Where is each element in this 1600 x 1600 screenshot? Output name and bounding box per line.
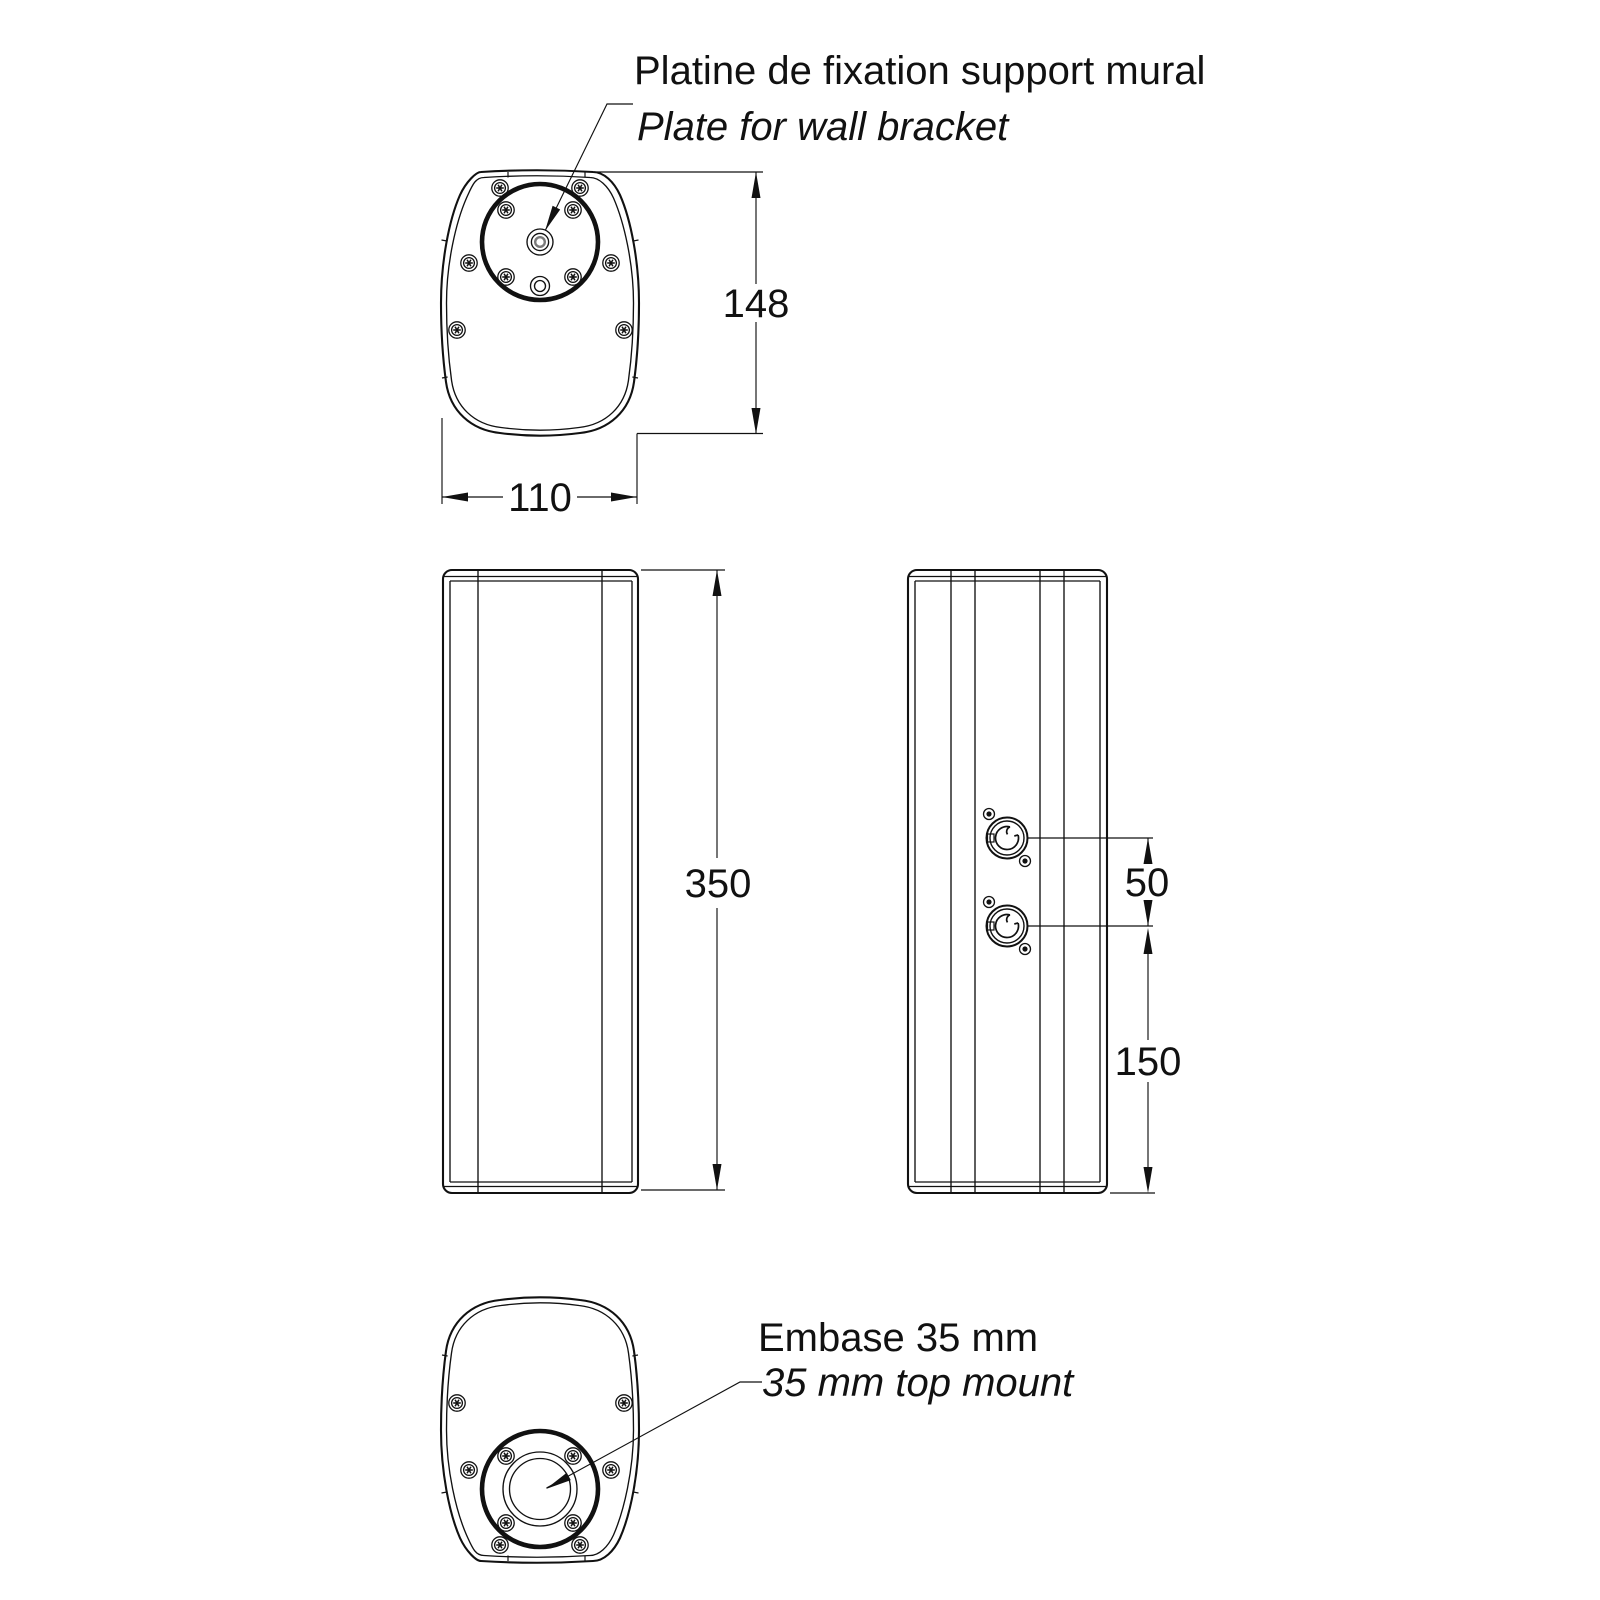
screw-icon [498,202,514,218]
bottom-view-screws [449,1395,632,1553]
dim-110 [442,418,637,520]
label-wall-plate-fr: Platine de fixation support mural [634,49,1206,93]
screw-icon [616,322,632,338]
screw-icon [572,180,588,196]
top-view-screws [449,180,632,338]
label-top-mount-fr: Embase 35 mm [758,1316,1039,1360]
wall-bracket-pin-hole [531,277,550,296]
wall-bracket-center-bolt [527,229,553,255]
screw-icon [449,1395,465,1411]
speakon-connector-lower [984,897,1031,955]
screw-icon [572,1537,588,1553]
dim-150-value: 150 [1114,1040,1182,1084]
pole-mount-socket [503,1452,577,1526]
screw-icon [984,897,995,908]
screw-icon [565,1448,581,1464]
screw-icon [565,269,581,285]
dim-350-value: 350 [684,862,752,906]
screw-icon [498,269,514,285]
front-view [443,570,638,1193]
dim-110-value: 110 [508,476,572,520]
pole-mount-plate [482,1431,598,1547]
label-top-mount-en: 35 mm top mount [762,1361,1074,1405]
dim-350 [641,570,751,1190]
screw-icon [492,1537,508,1553]
screw-icon [565,1515,581,1531]
screw-icon [498,1448,514,1464]
screw-icon [984,809,995,820]
label-wall-plate-en: Plate for wall bracket [637,105,1009,149]
screw-icon [1020,856,1031,867]
top-view [441,170,639,435]
dim-50-value: 50 [1124,861,1170,905]
screw-icon [603,255,619,271]
screw-icon [616,1395,632,1411]
dim-148-value: 148 [722,282,790,326]
bottom-view [441,1297,639,1562]
bottom-view-leader-line [546,1382,762,1489]
screw-icon [461,1462,477,1478]
dim-150 [1110,928,1181,1193]
screw-icon [1020,944,1031,955]
top-view-shell [441,170,639,435]
side-view [908,570,1107,1193]
screw-icon [565,202,581,218]
screw-icon [461,255,477,271]
dim-50 [1028,838,1169,926]
screw-icon [449,322,465,338]
screw-icon [603,1462,619,1478]
screw-icon [498,1515,514,1531]
screw-icon [492,180,508,196]
speakon-connector-upper [984,809,1031,867]
